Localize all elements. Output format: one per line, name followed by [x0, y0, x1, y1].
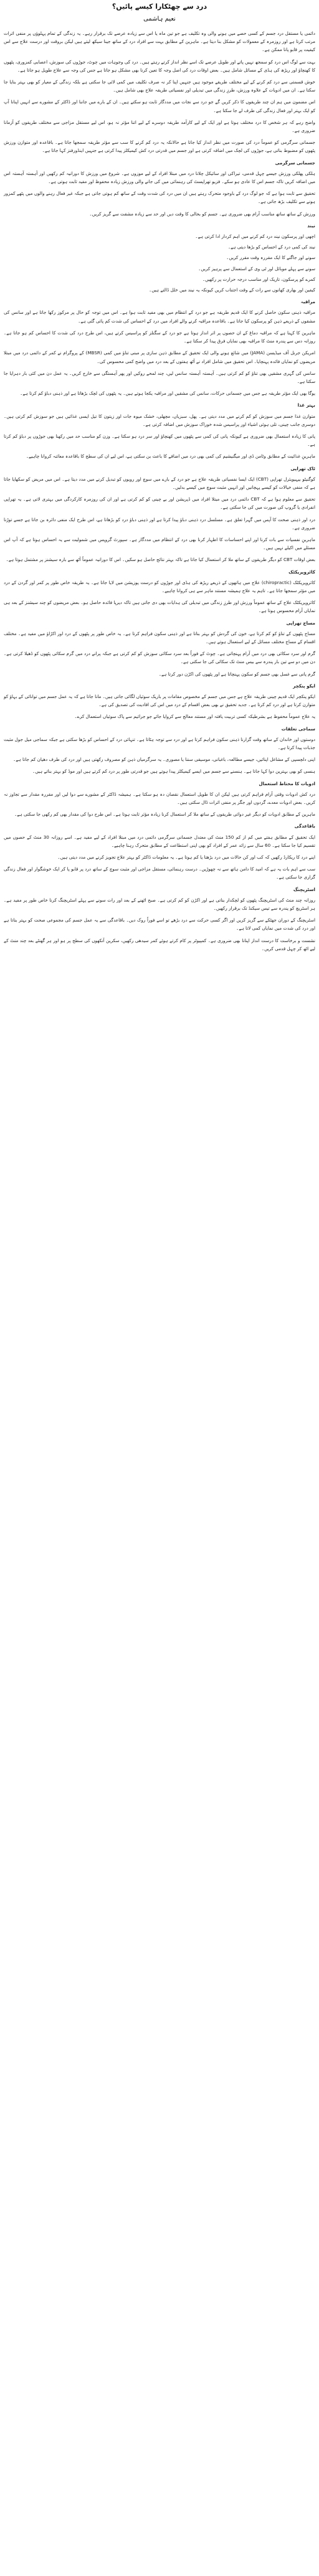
- section-heading: ایکو پنکچر: [293, 682, 315, 689]
- article-paragraph: اس مضمون میں ہم ان چند طریقوں کا ذکر کریں گے جو درد سے نجات میں مددگار ثابت ہو سکتے ہیں۔ ان کے بارے میں جاننا اور ڈاکٹر کے مشورے سے انہیں اپنانا آپ کو ایک بہتر اور فعال زندگی کی طرف لے جا سکتا ہے۔: [4, 99, 315, 113]
- section-heading: کائروپریکٹک: [288, 569, 315, 575]
- article-paragraph: ہلکی پھلکی ورزش جیسے چہل قدمی، تیراکی اور سائیکل چلانا درد میں مبتلا افراد کے لیے موزوں ہے۔ شروع میں ورزش کا دورانیہ کم رکھیں اور آہستہ آہستہ اس میں اضافہ کریں تاکہ جسم اس کا عادی ہو سکے۔ فزیو تھراپسٹ کی رہنمائی میں کی جانے والی ورزش زیادہ محفوظ اور مفید ثابت ہوتی ہے۔: [4, 170, 315, 185]
- article-paragraph: یہ علاج عموماً محفوظ ہے بشرطیکہ کسی تربیت یافتہ اور مستند معالج سے کروایا جائے جو جراثیم سے پاک سوئیاں استعمال کرے۔: [74, 714, 315, 720]
- article-paragraph: تحقیق سے معلوم ہوا ہے کہ CBT دائمی درد میں مبتلا افراد میں ڈپریشن اور بے چینی کو کم کرتی ہے اور ان کی روزمرہ کارکردگی میں بہتری لاتی ہے۔ یہ تھراپی انفرادی یا گروپ کی صورت میں کی جا سکتی ہے۔: [4, 496, 315, 511]
- section-heading: ٹاک تھراپی: [290, 465, 315, 471]
- article-paragraph: مساج پٹھوں کے تناؤ کو کم کرتا ہے، خون کی گردش کو بہتر بناتا ہے اور ذہنی سکون فراہم کرتا ہے۔ یہ خاص طور پر پٹھوں کے درد اور اکڑاؤ میں مفید ہے۔ مختلف اقسام کے مساج مختلف مسائل کے لیے استعمال ہوتے ہیں۔: [4, 630, 315, 644]
- article-title: درد سے چھٹکارا کیسے پائیں؟: [112, 2, 207, 11]
- list-item: اچھی اور پرسکون نیند درد کم کرنے میں اہم کردار ادا کرتی ہے۔: [195, 234, 315, 240]
- article-paragraph: خوش قسمتی سے درد کم کرنے کے لیے مختلف طریقے موجود ہیں جنہیں اپنا کر نہ صرف تکلیف میں کمی لائی جا سکتی ہے بلکہ زندگی کے معیار کو بھی بہتر بنایا جا سکتا ہے۔ ان میں ادویات کے علاوہ ورزش، طرزِ زندگی میں تبدیلی اور نفسیاتی طریقہ علاج بھی شامل ہیں۔: [4, 79, 315, 93]
- list-item: سونے سے پہلے موبائل اور ٹی وی کے استعمال سے پرہیز کریں۔: [198, 265, 315, 271]
- article-paragraph: ماہرینِ نفسیات سے بات کرنا اور اپنے احساسات کا اظہار کرنا بھی درد کے انتظام میں مددگار ہے۔ سپورٹ گروپس میں شمولیت سے یہ احساس ہوتا ہے کہ آپ اس مسئلے میں اکیلے نہیں ہیں۔: [4, 536, 315, 551]
- article-paragraph: امریکن جرنل آف میڈیسن (JAMA) میں شائع ہونے والی ایک تحقیق کے مطابق ذہن سازی پر مبنی تناؤ میں کمی (MBSR) کے پروگرام نے کمر کے دائمی درد میں مبتلا مریضوں کو نمایاں فائدہ پہنچایا۔ اس تحقیق میں شامل افراد نے آٹھ ہفتوں کے بعد درد میں واضح کمی محسوس کی۔: [4, 350, 316, 364]
- article-paragraph: کائروپریکٹک علاج کے ساتھ عموماً ورزش اور طرزِ زندگی میں تبدیلی کی ہدایات بھی دی جاتی ہیں تاکہ دیرپا فائدہ حاصل ہو۔ بعض مریضوں کو چند سیشنز کے بعد ہی نمایاں آرام محسوس ہوتا ہے۔: [4, 600, 315, 614]
- article-paragraph: کوگنیٹو بیہیویئرل تھراپی (CBT) ایک ایسا نفسیاتی طریقہ علاج ہے جو درد کے بارے میں سوچ اور رویوں کو تبدیل کرنے میں مدد دیتا ہے۔ اس میں مریض کو سکھایا جاتا ہے کہ منفی خیالات کو کیسے پہچانیں اور انہیں مثبت سوچ میں کیسے بدلیں۔: [4, 476, 315, 490]
- article-paragraph: درد اور ذہنی صحت کا آپس میں گہرا تعلق ہے۔ مسلسل درد ذہنی دباؤ پیدا کرتا ہے اور ذہنی دباؤ درد کو بڑھاتا ہے، اس طرح ایک منفی دائرہ بن جاتا ہے جسے توڑنا ضروری ہے۔: [4, 516, 315, 531]
- article-paragraph: سب سے اہم بات یہ ہے کہ امید کا دامن ہاتھ سے نہ چھوڑیں۔ درست رہنمائی، مستقل مزاجی اور مثبت سوچ کے ساتھ درد پر قابو پا کر ایک خوشگوار اور فعال زندگی گزاری جا سکتی ہے۔: [4, 866, 315, 880]
- article-paragraph: کائروپریکٹک (chiropractic) علاج میں ہاتھوں کے ذریعے ریڑھ کی ہڈی اور جوڑوں کو درست پوزیشن میں لایا جاتا ہے۔ یہ طریقہ خاص طور پر کمر اور گردن کے درد میں مؤثر سمجھا جاتا ہے۔ تاہم یہ علاج ہمیشہ مستند ماہر سے ہی کروانا چاہیے۔: [4, 579, 315, 593]
- section-heading: سماجی تعلقات: [281, 725, 315, 732]
- article-paragraph: کیفین اور بھاری کھانوں سے رات کے وقت اجتناب کریں کیونکہ یہ نیند میں خلل ڈالتے ہیں۔: [149, 287, 315, 293]
- article-paragraph: ماہرینِ غذائیت کے مطابق وٹامن ڈی اور میگنیشیم کی کمی بھی درد میں اضافے کا باعث بن سکتی ہے، اس لیے ان کی سطح کا باقاعدہ معائنہ کروانا چاہیے۔: [26, 453, 315, 460]
- article-paragraph: ایکو پنکچر ایک قدیم چینی طریقہ علاج ہے جس میں جسم کے مخصوص مقامات پر باریک سوئیاں لگائی جاتی ہیں۔ مانا جاتا ہے کہ یہ عمل جسم میں توانائی کے بہاؤ کو متوازن کرتا ہے اور درد کم کرتا ہے۔ جدید تحقیق نے بھی بعض اقسام کے درد میں اس کی افادیت کی تصدیق کی ہے۔: [4, 694, 315, 708]
- article-paragraph: پانی کا زیادہ استعمال بھی ضروری ہے کیونکہ پانی کی کمی سے پٹھوں میں کھنچاؤ اور سر درد ہو سکتا ہے۔ وزن کو مناسب حد میں رکھنا بھی جوڑوں پر دباؤ کم کرتا ہے۔: [4, 433, 315, 448]
- article-paragraph: اپنی دلچسپی کے مشاغل اپنائیں، جیسے مطالعہ، باغبانی، موسیقی سننا یا مصوری۔ یہ سرگرمیاں ذہن کو مصروف رکھتی ہیں اور درد کی طرف دھیان کم جاتا ہے۔: [13, 757, 315, 763]
- article-paragraph: جسمانی سرگرمی کو عموماً درد کی صورت میں نظر انداز کیا جاتا ہے حالانکہ یہ درد کم کرنے کا سب سے مؤثر طریقہ سمجھا جاتا ہے۔ باقاعدہ اور متوازن ورزش پٹھوں کو مضبوط بناتی ہے، جوڑوں کی لچک میں اضافہ کرتی ہے اور جسم میں قدرتی درد کش کیمیکلز پیدا کرتی ہے جنہیں اینڈورفنز کہا جاتا ہے۔: [4, 139, 315, 154]
- article-paragraph: نشست و برخاست کا درست انداز اپنانا بھی ضروری ہے۔ کمپیوٹر پر کام کرتے ہوئے کمر سیدھی رکھیں، سکرین آنکھوں کی سطح پر ہو اور ہر گھنٹے بعد چند منٹ کے لیے اٹھ کر چہل قدمی کریں۔: [4, 937, 315, 951]
- article-paragraph: متوازن غذا جسم میں سوزش کو کم کرنے میں مدد دیتی ہے۔ پھل، سبزیاں، مچھلی، خشک میوہ جات اور زیتون کا تیل ایسی غذائیں ہیں جو سوزش کم کرتی ہیں۔ دوسری جانب چینی، تلی ہوئی اشیاء اور پراسیس شدہ خوراک سوزش میں اضافہ کرتی ہے۔: [4, 413, 315, 427]
- article-paragraph: تحقیق سے ثابت ہوا ہے کہ جو لوگ درد کے باوجود متحرک رہتے ہیں ان میں درد کی شدت وقت کے ساتھ کم ہوتی جاتی ہے جبکہ غیر فعال رہنے والوں میں پٹھے کمزور ہونے سے تکلیف بڑھ جاتی ہے۔: [4, 191, 315, 205]
- article-paragraph: مراقبہ ذہنی سکون حاصل کرنے کا ایک قدیم طریقہ ہے جو درد کے انتظام میں بھی مفید ثابت ہوا ہے۔ اس میں توجہ کو حال پر مرکوز رکھا جاتا ہے اور سانس کی مشقوں کے ذریعے ذہن کو پرسکون کیا جاتا ہے۔ باقاعدہ مراقبہ کرنے والے افراد میں درد کے احساس کی شدت کم پائی گئی ہے۔: [4, 309, 315, 324]
- list-item: سونے اور جاگنے کا ایک مقررہ وقت مقرر کریں۔: [226, 255, 315, 261]
- article-paragraph: گرم پانی سے غسل بھی جسم کو سکون پہنچاتا ہے اور پٹھوں کی اکڑن دور کرتا ہے۔: [158, 671, 315, 677]
- article-paragraph: ایک تحقیق کے مطابق ہفتے میں کم از کم 150 منٹ کی معتدل جسمانی سرگرمی دائمی درد میں مبتلا افراد کے لیے مفید ہے۔ اسے روزانہ 30 منٹ کے حصوں میں تقسیم کیا جا سکتا ہے۔ 60 سال سے زائد عمر کے افراد کو بھی اپنی استطاعت کے مطابق متحرک رہنا چاہیے۔: [4, 834, 315, 848]
- article-paragraph: واضح رہے کہ ہر شخص کا درد مختلف ہوتا ہے اور ایک کے لیے کارآمد طریقہ دوسرے کے لیے اتنا مؤثر نہ ہو، اس لیے مستقل مزاجی سے مختلف طریقوں کو آزمانا ضروری ہے۔: [4, 119, 315, 134]
- article-paragraph: گرم اور سرد سکائی بھی درد میں آرام پہنچاتی ہے۔ چوٹ کے فوراً بعد سرد سکائی سوزش کو کم کرتی ہے جبکہ پرانے درد میں گرم سکائی پٹھوں کو ڈھیلا کرتی ہے۔ دن میں دو سے تین بار پندرہ سے بیس منٹ تک سکائی کی جا سکتی ہے۔: [4, 651, 315, 665]
- article-paragraph: سانس کی گہری مشقیں بھی تناؤ کو کم کرتی ہیں۔ آہستہ آہستہ سانس لیں، چند لمحے روکیں اور پھر آہستگی سے خارج کریں۔ یہ عمل دن میں کئی بار دہرایا جا سکتا ہے۔: [4, 370, 315, 384]
- article-paragraph: روزانہ چند منٹ کی اسٹریچنگ پٹھوں کو لچکدار بناتی ہے اور اکڑن کو کم کرتی ہے۔ صبح اٹھنے کے بعد اور رات سونے سے پہلے اسٹریچنگ کرنا خاص طور پر مفید ہے۔ ہر اسٹریچ کو پندرہ سے تیس سیکنڈ تک برقرار رکھیں۔: [4, 897, 315, 912]
- article-paragraph: دوستوں اور خاندان کے ساتھ وقت گزارنا ذہنی سکون فراہم کرتا ہے اور درد سے توجہ ہٹاتا ہے۔ تنہائی درد کے احساس کو بڑھا سکتی ہے جبکہ سماجی میل جول مثبت جذبات پیدا کرتا ہے۔: [4, 736, 315, 751]
- section-heading: اسٹریچنگ: [293, 886, 315, 892]
- article-paragraph: دائمی یا مستقل درد جسم کے کسی حصے میں ہونے والی وہ تکلیف ہے جو تین ماہ یا اس سے زیادہ عرصے تک برقرار رہے۔ یہ زندگی کے تمام پہلوؤں پر منفی اثرات مرتب کرتا ہے اور روزمرہ کے معمولات کو مشکل بنا دیتا ہے۔ ماہرین کے مطابق بہت سے افراد درد کے ساتھ جینا سیکھ لیتے ہیں لیکن بروقت اور درست علاج سے اس کیفیت پر قابو پانا ممکن ہے۔: [4, 31, 315, 53]
- article-author: نعیم ہاشمی: [143, 16, 176, 22]
- section-heading: مساج تھراپی: [286, 620, 315, 626]
- article-paragraph: ہنسی کو بھی بہترین دوا کہا جاتا ہے۔ ہنسنے سے جسم میں ایسے کیمیکلز پیدا ہوتے ہیں جو قدرتی طور پر درد کم کرتے ہیں اور موڈ کو بہتر بناتے ہیں۔: [32, 768, 315, 775]
- section-heading: نیند: [307, 222, 315, 229]
- article-paragraph: درد کش ادویات وقتی آرام فراہم کرتی ہیں لیکن ان کا طویل استعمال نقصان دہ ہو سکتا ہے۔ ہمیشہ ڈاکٹر کے مشورے سے دوا لیں اور مقررہ مقدار سے تجاوز نہ کریں۔ بعض ادویات معدے، گردوں اور جگر پر منفی اثرات ڈال سکتی ہیں۔: [4, 791, 315, 806]
- article-paragraph: اپنے درد کا ریکارڈ رکھیں کہ کب اور کن حالات میں درد بڑھتا یا کم ہوتا ہے۔ یہ معلومات ڈاکٹر کو بہتر علاج تجویز کرنے میں مدد دیتی ہیں۔: [57, 854, 315, 861]
- list-item: نیند کی کمی درد کے احساس کو بڑھا دیتی ہے۔: [227, 244, 315, 250]
- article-body: [4, 29, 315, 953]
- article-paragraph: بعض اوقات CBT کو دیگر طریقوں کے ساتھ ملا کر استعمال کیا جاتا ہے تاکہ بہتر نتائج حاصل ہو سکیں۔ اس کا دورانیہ عموماً آٹھ سے بارہ سیشنز پر مشتمل ہوتا ہے۔: [6, 557, 315, 563]
- article-paragraph: یوگا بھی ایک مؤثر طریقہ ہے جس میں جسمانی حرکات، سانس کی مشقیں اور مراقبہ یکجا ہوتے ہیں۔ یہ پٹھوں کی لچک بڑھاتا ہے اور ذہنی دباؤ کم کرتا ہے۔: [20, 390, 315, 397]
- list-item: کمرے کو پرسکون، تاریک اور مناسب درجہ حرارت پر رکھیں۔: [202, 276, 315, 282]
- article-paragraph: ماہرین کے مطابق ادویات کو دیگر غیر دوائی طریقوں کے ساتھ ملا کر استعمال کرنا زیادہ مؤثر ثابت ہوتا ہے۔ اس طرح دوا کی مقدار بھی کم رکھی جا سکتی ہے۔: [14, 811, 315, 818]
- section-heading: بہتر غذا: [297, 402, 315, 408]
- section-heading: باقاعدگی: [294, 823, 315, 829]
- article-paragraph: بہت سے لوگ اس درد کو سمجھ نہیں پاتے اور طویل عرصے تک اسے نظر انداز کرتے رہتے ہیں۔ درد کی وجوہات میں چوٹ، جوڑوں کی سوزش، اعصابی کمزوری، پٹھوں کا کھنچاؤ اور ریڑھ کی ہڈی کے مسائل شامل ہیں۔ بعض اوقات درد کی اصل وجہ کا تعین کرنا بھی مشکل ہو جاتا ہے جس کی وجہ سے علاج طویل ہو جاتا ہے۔: [4, 59, 315, 73]
- section-heading: جسمانی سرگرمی: [275, 159, 315, 166]
- section-heading: ادویات کا محتاط استعمال: [259, 780, 315, 786]
- article-paragraph: ورزش کے ساتھ ساتھ مناسب آرام بھی ضروری ہے۔ جسم کو بحالی کا وقت دیں اور حد سے زیادہ مشقت سے گریز کریں۔: [89, 210, 315, 217]
- section-heading: مراقبہ: [300, 299, 315, 305]
- article-paragraph: اسٹریچنگ کے دوران جھٹکے سے گریز کریں اور اگر کسی حرکت سے درد بڑھے تو اسے فوراً روک دیں۔ باقاعدگی سے یہ عمل جسم کی مجموعی صحت کو بہتر بناتا ہے اور درد کی شدت میں نمایاں کمی لاتا ہے۔: [4, 917, 315, 932]
- article-paragraph: ماہرین کا کہنا ہے کہ مراقبہ دماغ کے ان حصوں پر اثر انداز ہوتا ہے جو درد کے سگنلز کو پراسیس کرتے ہیں، اس طرح درد کی شدت کا احساس کم ہو جاتا ہے۔ روزانہ دس سے پندرہ منٹ کا مراقبہ بھی نمایاں فرق پیدا کر سکتا ہے۔: [4, 329, 315, 344]
